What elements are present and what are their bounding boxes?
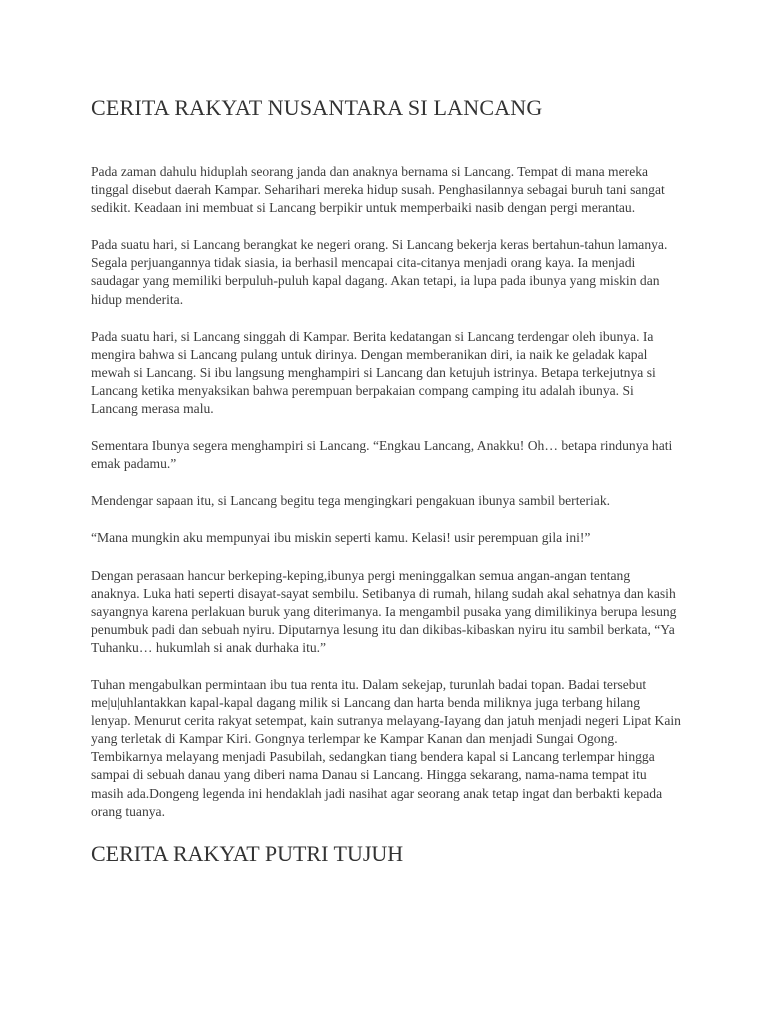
paragraph-3: Pada suatu hari, si Lancang singgah di Kampar. Berita kedatangan si Lancang terdengar oleh ibunya. Ia mengira bahwa si Lancang pulang untuk dirinya. Dengan memberanikan diri, ia naik ke geladak kapal mewah si Lancang. Si ibu langsung menghampiri si Lancang dan ketujuh istrinya. Betapa terkejutnya si Lancang ketika menyaksikan bahwa perempuan berpakaian compang camping itu adalah ibunya. Si Lancang merasa malu. (91, 328, 656, 417)
document-page (91, 94, 681, 868)
paragraph-1: Pada zaman dahulu hiduplah seorang janda dan anaknya bernama si Lancang. Tempat di mana mereka tinggal disebut daerah Kampar. Seharihari mereka hidup susah. Penghasilannya sebagai buruh tani sangat sedikit. Keadaan ini membuat si Lancang berpikir untuk memperbaiki nasib dengan pergi merantau. (91, 164, 665, 216)
paragraph-2: Pada suatu hari, si Lancang berangkat ke negeri orang. Si Lancang bekerja keras bertahun-tahun lamanya. Segala perjuangannya tidak siasia, ia berhasil mencapai cita-citanya menjadi orang kaya. Ia menjadi saudagar yang memiliki berpuluh-puluh kapal dagang. Akan tetapi, ia lupa pada ibunya yang miskin dan hidup menderita. (91, 237, 668, 307)
paragraph-6: “Mana mungkin aku mempunyai ibu miskin seperti kamu. Kelasi! usir perempuan gila ini!” (91, 530, 591, 546)
paragraph-5: Mendengar sapaan itu, si Lancang begitu tega mengingkari pengakuan ibunya sambil berteriak. (91, 493, 611, 509)
paragraph-8: Tuhan mengabulkan permintaan ibu tua renta itu. Dalam sekejap, turunlah badai topan. Badai tersebut me|u|uhlantakkan kapal-kapal dagang milik si Lancang dan harta benda miliknya juga terbang hilang lenyap. Menurut cerita rakyat setempat, kain sutranya melayang-Iayang dan jatuh menjadi negeri Lipat Kain yang terletak di Kampar Kiri. Gongnya terlempar ke Kampar Kanan dan menjadi Sungai Ogong. Tembikarnya melayang menjadi Pasubilah, sedangkan tiang bendera kapal si Lancang terlempar hingga sampai di sebuah danau yang diberi nama Danau si Lancang. Hingga sekarang, nama-nama tempat itu masih ada.Dongeng legenda ini hendaklah jadi nasihat agar seorang anak tetap ingat dan berbakti kepada orang tuanya. (91, 676, 681, 819)
document-title: CERITA RAKYAT NUSANTARA SI LANCANG (91, 95, 543, 120)
paragraph-4: Sementara Ibunya segera menghampiri si Lancang. “Engkau Lancang, Anakku! Oh… betapa rindunya hati emak padamu.” (91, 438, 673, 472)
paragraph-7: Dengan perasaan hancur berkeping-keping,ibunya pergi meninggalkan semua angan-angan tentang anaknya. Luka hati seperti disayat-sayat sembilu. Setibanya di rumah, hilang sudah akal sehatnya dan kasih sayangnya karena perlakuan buruk yang diterimanya. Ia mengambil pusaka yang dimilikinya berupa lesung penumbuk padi dan sebuah nyiru. Diputarnya lesung itu dan dikibas-kibaskan nyiru itu sambil berkata, “Ya Tuhanku… hukumlah si anak durhaka itu.” (91, 567, 677, 655)
next-section-title: CERITA RAKYAT PUTRI TUJUH (91, 840, 404, 866)
